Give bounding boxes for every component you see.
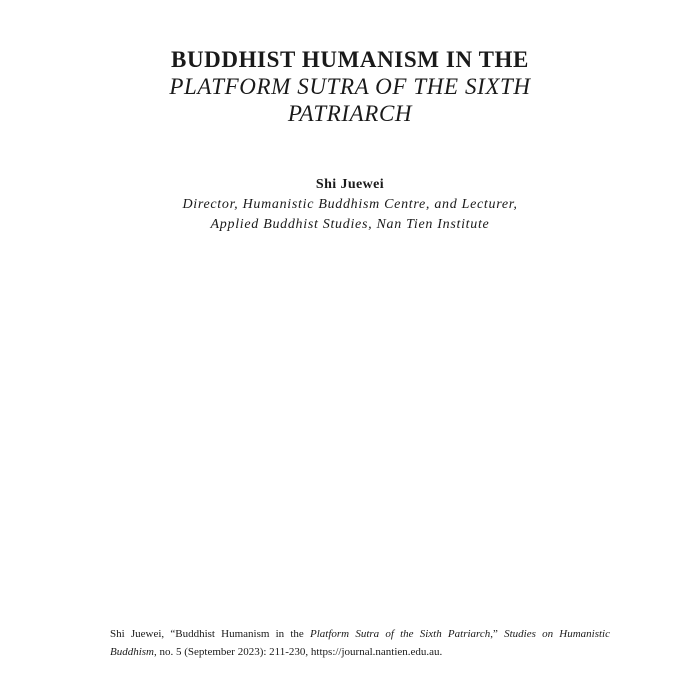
citation-mid: ,” xyxy=(490,628,505,640)
citation-journal-title: Studies on Humanistic Buddhism xyxy=(110,628,610,658)
author-name: Shi Juewei xyxy=(315,177,385,192)
citation-prefix: Shi Juewei, “Buddhist Humanism in the xyxy=(110,628,311,640)
citation-suffix: , no. 5 (September 2023): 211-230, https://journal.nantien.edu.au. xyxy=(154,646,443,658)
author-affiliation xyxy=(0,195,700,235)
title-line-1: BUDDHIST HUMANISM IN THE xyxy=(171,47,529,72)
article-title xyxy=(0,46,700,127)
citation-article-title: Platform Sutra of the Sixth Patriarch xyxy=(310,628,491,640)
affiliation-line-1: Director, Humanistic Buddhism Centre, and Lecturer, xyxy=(182,197,518,212)
title-line-2: PLATFORM SUTRA OF THE SIXTH xyxy=(169,74,531,99)
affiliation-line-2: Applied Buddhist Studies, Nan Tien Institute xyxy=(210,217,490,232)
title-line-3: PATRIARCH xyxy=(287,101,413,126)
citation-footer xyxy=(110,625,610,661)
